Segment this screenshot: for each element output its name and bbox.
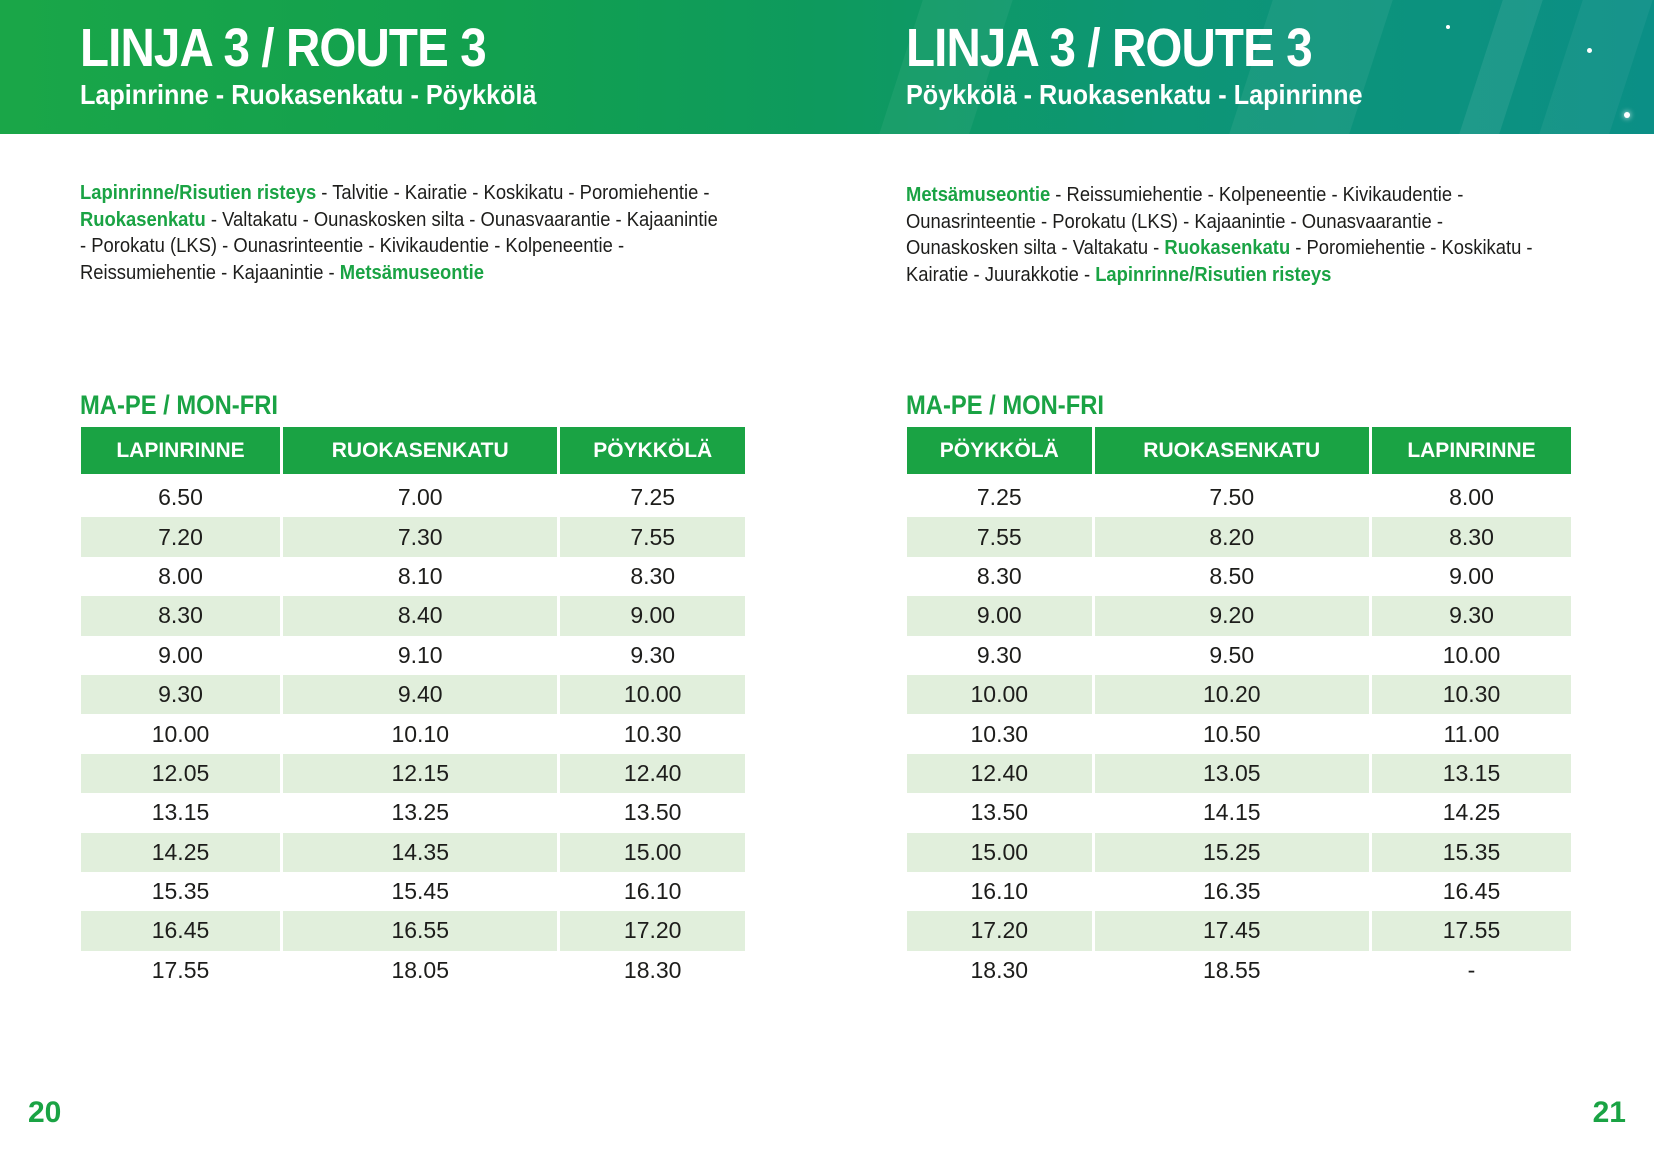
- table-row: [907, 478, 1571, 517]
- timetable-header-row: [81, 427, 745, 478]
- departure-time: 10.00: [907, 675, 1092, 714]
- departure-time: 9.00: [158, 641, 203, 668]
- stop-name-highlight: Metsämuseontie: [906, 184, 1051, 206]
- departure-time: 8.20: [1095, 517, 1369, 556]
- departure-time: 13.15: [151, 799, 210, 826]
- departure-time: 13.25: [391, 799, 449, 826]
- stop-name: - Poromiehentie - Koskikatu - Kairatie - Juurakkotie -: [906, 237, 1533, 286]
- departure-time: 11.00: [1443, 720, 1500, 747]
- stop-name: - Talvitie - Kairatie - Koskikatu - Poromiehentie -: [316, 182, 710, 204]
- departure-time: 13.05: [1095, 754, 1369, 793]
- departure-time: 8.30: [1372, 517, 1571, 556]
- departure-time: 9.00: [1449, 562, 1494, 589]
- departure-time: 16.10: [970, 878, 1029, 905]
- departure-time: 10.30: [1372, 675, 1571, 714]
- departure-time: 8.10: [397, 562, 443, 589]
- departure-time: 7.20: [81, 517, 280, 556]
- departure-time: 9.30: [1372, 596, 1571, 635]
- departure-time: 8.00: [158, 562, 203, 589]
- departure-time: 10.00: [560, 675, 745, 714]
- column-header: RUOKASENKATU: [283, 427, 557, 478]
- stop-name: - Reissumiehentie - Kolpeneentie - Kivikaudentie - Ounasrinteentie - Porokatu (LKS) - Kajaanintie - Ounasvaarantie - Ounaskosken silta - Valtakatu -: [906, 184, 1464, 259]
- stop-name-highlight: Metsämuseontie: [339, 261, 484, 284]
- departure-time: 15.45: [391, 878, 449, 905]
- departure-time: 18.30: [623, 956, 682, 983]
- table-row: [907, 793, 1571, 832]
- departure-time: 6.50: [158, 484, 203, 511]
- departure-time: 9.00: [907, 596, 1092, 635]
- table-row: [81, 596, 745, 635]
- departure-time: 8.30: [630, 562, 676, 589]
- departure-time: 12.40: [560, 754, 745, 793]
- departure-time: 18.30: [970, 956, 1029, 983]
- departure-time: 13.50: [970, 799, 1029, 826]
- stop-name-highlight: Ruokasenkatu: [80, 208, 206, 231]
- departure-time: 17.55: [151, 956, 210, 983]
- departure-time: 10.00: [151, 720, 210, 747]
- departure-time: 17.20: [560, 911, 745, 950]
- route-subtitle: Pöykkölä - Ruokasenkatu - Lapinrinne: [906, 79, 1363, 110]
- departure-time: 9.40: [283, 675, 557, 714]
- table-row: [81, 675, 745, 714]
- departure-time: 7.25: [976, 484, 1022, 511]
- departure-time: 15.25: [1095, 833, 1369, 872]
- stop-name-highlight: Lapinrinne/Risutien risteys: [1095, 263, 1332, 286]
- departure-time: 16.45: [81, 911, 280, 950]
- route-subtitle: Lapinrinne - Ruokasenkatu - Pöykkölä: [80, 79, 537, 110]
- departure-time: 16.45: [1442, 878, 1501, 905]
- departure-time: 10.10: [391, 720, 449, 747]
- table-row: [81, 793, 745, 832]
- departure-time: 7.55: [560, 517, 745, 556]
- departure-time: 17.55: [1372, 911, 1571, 950]
- departure-time: 16.55: [283, 911, 557, 950]
- table-row: [81, 557, 745, 596]
- departure-time: 12.15: [283, 754, 557, 793]
- departure-time: 14.15: [1202, 799, 1261, 826]
- column-header: LAPINRINNE: [81, 427, 280, 478]
- departure-time: 8.00: [1449, 484, 1494, 511]
- table-row: [81, 872, 745, 911]
- departure-time: 8.30: [81, 596, 280, 635]
- stop-name-highlight: Lapinrinne/Risutien risteys: [80, 182, 317, 204]
- departure-time: 10.30: [623, 720, 682, 747]
- departure-time: 8.50: [1209, 562, 1255, 589]
- table-row: [907, 675, 1571, 714]
- table-row: [81, 911, 745, 950]
- departure-time: 8.40: [283, 596, 557, 635]
- departure-time: 9.00: [560, 596, 745, 635]
- page-number: 21: [1592, 1096, 1626, 1129]
- table-row: [907, 951, 1571, 990]
- departure-time: 15.35: [1372, 833, 1571, 872]
- departure-time: 7.00: [397, 484, 443, 511]
- departure-time: 9.50: [1209, 641, 1255, 668]
- table-row: [81, 478, 745, 517]
- column-header: RUOKASENKATU: [1095, 427, 1369, 478]
- table-row: [907, 557, 1571, 596]
- departure-time: 8.30: [976, 562, 1022, 589]
- table-row: [907, 872, 1571, 911]
- route-title: LINJA 3 / ROUTE 3: [906, 18, 1312, 78]
- departure-time: 15.35: [151, 878, 210, 905]
- stop-list: [80, 180, 724, 286]
- table-row: [81, 951, 745, 990]
- schedule-title: MA-PE / MON-FRI: [80, 390, 278, 420]
- departure-time: 15.00: [560, 833, 745, 872]
- table-row: [907, 517, 1571, 556]
- table-row: [81, 636, 745, 675]
- departure-time: 16.35: [1202, 878, 1261, 905]
- timetable: [904, 427, 1574, 990]
- table-row: [907, 754, 1571, 793]
- departure-time: 9.30: [976, 641, 1022, 668]
- table-row: [81, 754, 745, 793]
- table-row: [907, 833, 1571, 872]
- departure-time: 10.30: [970, 720, 1029, 747]
- page-right: [827, 0, 1654, 1165]
- table-row: [81, 833, 745, 872]
- departure-time: 9.30: [81, 675, 280, 714]
- departure-time: 12.40: [907, 754, 1092, 793]
- route-title: LINJA 3 / ROUTE 3: [80, 18, 486, 78]
- timetable-header-row: [907, 427, 1571, 478]
- schedule-title: MA-PE / MON-FRI: [906, 390, 1104, 420]
- departure-time: 10.20: [1095, 675, 1369, 714]
- departure-time: 18.55: [1202, 956, 1261, 983]
- timetable: [78, 427, 748, 990]
- departure-time: 10.50: [1202, 720, 1261, 747]
- stop-name: - Valtakatu - Ounaskosken silta - Ounasvaarantie - Kajaanintie - Porokatu (LKS) - Ounasrinteentie - Kivikaudentie - Kolpeneentie - Reissumiehentie - Kajaanintie -: [80, 208, 718, 284]
- departure-time: 15.00: [907, 833, 1092, 872]
- column-header: PÖYKKÖLÄ: [560, 427, 745, 478]
- departure-time: 13.15: [1372, 754, 1571, 793]
- departure-time: 9.20: [1095, 596, 1369, 635]
- departure-time: 10.00: [1442, 641, 1501, 668]
- departure-time: 14.35: [283, 833, 557, 872]
- table-row: [907, 596, 1571, 635]
- departure-time: 7.55: [907, 517, 1092, 556]
- departure-time: 7.30: [283, 517, 557, 556]
- table-row: [907, 714, 1571, 753]
- departure-time: 14.25: [1442, 799, 1501, 826]
- departure-time: 7.50: [1209, 484, 1255, 511]
- table-row: [81, 714, 745, 753]
- table-row: [907, 636, 1571, 675]
- page-number: 20: [28, 1096, 62, 1129]
- departure-time: 14.25: [81, 833, 280, 872]
- stop-name-highlight: Ruokasenkatu: [1164, 237, 1291, 259]
- departure-time: 7.25: [630, 484, 676, 511]
- departure-time: 17.45: [1095, 911, 1369, 950]
- table-row: [907, 911, 1571, 950]
- departure-time: 18.05: [391, 956, 449, 983]
- table-row: [81, 517, 745, 556]
- departure-time: 13.50: [623, 799, 682, 826]
- departure-time: 9.30: [630, 641, 676, 668]
- departure-time: 17.20: [907, 911, 1092, 950]
- departure-time: -: [1467, 956, 1476, 983]
- departure-time: 16.10: [623, 878, 682, 905]
- departure-time: 9.10: [397, 641, 443, 668]
- departure-time: 12.05: [81, 754, 280, 793]
- column-header: PÖYKKÖLÄ: [907, 427, 1092, 478]
- stop-list: [906, 182, 1550, 288]
- column-header: LAPINRINNE: [1372, 427, 1571, 478]
